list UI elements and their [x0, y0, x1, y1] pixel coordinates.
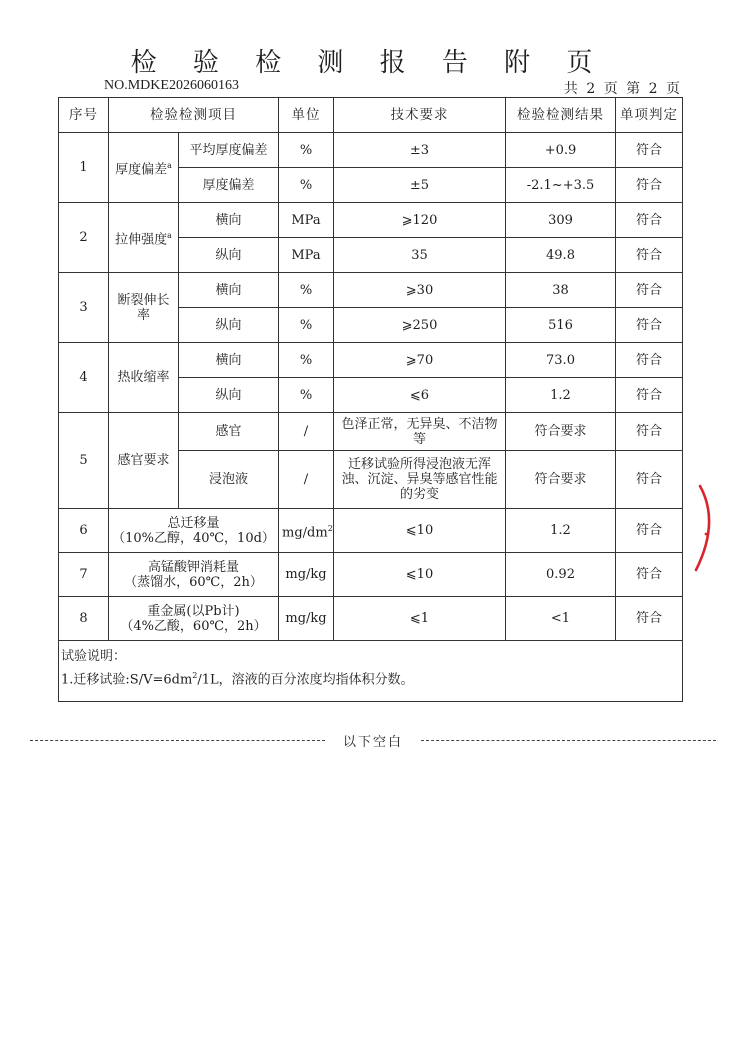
unit-base: mg/kg [285, 567, 327, 582]
document-title: 检 验 检 测 报 告 附 页 [130, 48, 607, 78]
notes-line [61, 666, 680, 689]
test-item-name: 感官要求 [117, 453, 170, 468]
test-subitem: 横向 [179, 343, 279, 378]
requirement-cell: 色泽正常，无异臭、不洁物等 [334, 413, 506, 451]
result-cell: 符合要求 [506, 451, 616, 509]
test-subitem: 横向 [179, 273, 279, 308]
table-row [59, 597, 683, 641]
test-item-name: 拉伸强度 [115, 232, 168, 248]
unit-cell: % [279, 273, 334, 308]
unit-cell: % [279, 133, 334, 168]
test-item [109, 413, 179, 509]
requirement-cell: ⩾70 [334, 343, 506, 378]
notes-label: 试验说明： [61, 649, 127, 664]
header-result: 检验检测结果 [506, 98, 616, 133]
requirement-cell: ⩾250 [334, 308, 506, 343]
requirement-cell: ±3 [334, 133, 506, 168]
verdict-cell: 符合 [616, 238, 683, 273]
verdict-cell: 符合 [616, 168, 683, 203]
notes-line-text: /1L，溶液的百分浓度均指体积分数。 [197, 672, 414, 688]
verdict-cell: 符合 [616, 553, 683, 597]
requirement-cell: ⩾120 [334, 203, 506, 238]
test-item [109, 133, 179, 203]
test-item-name: 厚度偏差 [115, 162, 168, 178]
row-number: 4 [59, 343, 109, 413]
test-subitem: 纵向 [179, 378, 279, 413]
dashed-line-left [30, 740, 325, 741]
result-cell: 309 [506, 203, 616, 238]
requirement-cell: ±5 [334, 168, 506, 203]
notes-row [59, 641, 683, 702]
notes-exponent: 2 [192, 671, 198, 680]
test-item [109, 553, 279, 597]
table-row [59, 553, 683, 597]
test-subitem: 纵向 [179, 238, 279, 273]
test-condition: （10%乙醇，40℃，10d） [112, 530, 275, 546]
row-number: 7 [59, 553, 109, 597]
unit-cell: % [279, 378, 334, 413]
dashed-line-right [421, 740, 716, 741]
requirement-cell: ⩽10 [334, 509, 506, 553]
table-row [59, 273, 683, 308]
test-item [109, 273, 179, 343]
verdict-cell: 符合 [616, 343, 683, 378]
verdict-cell: 符合 [616, 451, 683, 509]
table-row [59, 203, 683, 238]
requirement-cell: ⩽6 [334, 378, 506, 413]
unit-cell: % [279, 308, 334, 343]
row-number: 2 [59, 203, 109, 273]
result-cell: 1.2 [506, 378, 616, 413]
row-number: 1 [59, 133, 109, 203]
verdict-cell: 符合 [616, 413, 683, 451]
unit-cell [279, 553, 334, 597]
test-subitem: 横向 [179, 203, 279, 238]
table-header-row [59, 98, 683, 133]
test-notes [59, 641, 683, 702]
verdict-cell: 符合 [616, 509, 683, 553]
result-cell: -2.1~+3.5 [506, 168, 616, 203]
requirement-cell: ⩽10 [334, 553, 506, 597]
requirement-cell: ⩾30 [334, 273, 506, 308]
report-number: NO.MDKE2026060163 [104, 78, 239, 93]
unit-cell: % [279, 343, 334, 378]
unit-cell: / [279, 413, 334, 451]
test-subitem: 纵向 [179, 308, 279, 343]
result-cell: <1 [506, 597, 616, 641]
test-subitem: 浸泡液 [179, 451, 279, 509]
result-cell: 38 [506, 273, 616, 308]
result-cell: 0.92 [506, 553, 616, 597]
header-verdict: 单项判定 [616, 98, 683, 133]
result-cell: 49.8 [506, 238, 616, 273]
test-item-name: 总迁移量 [167, 515, 220, 531]
verdict-cell: 符合 [616, 308, 683, 343]
header-requirement: 技术要求 [334, 98, 506, 133]
results-table [58, 97, 683, 702]
table-row [59, 343, 683, 378]
test-item [109, 343, 179, 413]
unit-exponent: 2 [327, 523, 333, 533]
header-item: 检验检测项目 [109, 98, 279, 133]
unit-cell [279, 597, 334, 641]
test-condition: （4%乙酸，60℃，2h） [120, 618, 267, 634]
table-row [59, 413, 683, 451]
result-cell: 符合要求 [506, 413, 616, 451]
test-subitem: 感官 [179, 413, 279, 451]
page-info: 共 2 页 第 2 页 [563, 81, 682, 97]
table-row [59, 509, 683, 553]
header-no: 序号 [59, 98, 109, 133]
requirement-cell: 35 [334, 238, 506, 273]
test-item-name: 高锰酸钾消耗量 [147, 559, 239, 575]
footnote-mark: a [167, 160, 172, 170]
verdict-cell: 符合 [616, 273, 683, 308]
result-cell: 1.2 [506, 509, 616, 553]
row-number: 3 [59, 273, 109, 343]
row-number: 5 [59, 413, 109, 509]
row-number: 6 [59, 509, 109, 553]
blank-separator [30, 731, 716, 750]
verdict-cell: 符合 [616, 203, 683, 238]
result-cell: 73.0 [506, 343, 616, 378]
blank-text: 以下空白 [343, 735, 404, 750]
row-number: 8 [59, 597, 109, 641]
test-item [109, 203, 179, 273]
unit-base: mg/dm [282, 525, 328, 541]
requirement-cell: 迁移试验所得浸泡液无浑浊、沉淀、异臭等感官性能的劣变 [334, 451, 506, 509]
test-item-name: 断裂伸长率 [117, 292, 170, 323]
unit-cell: MPa [279, 238, 334, 273]
test-subitem: 平均厚度偏差 [179, 133, 279, 168]
unit-cell: MPa [279, 203, 334, 238]
verdict-cell: 符合 [616, 378, 683, 413]
verdict-cell: 符合 [616, 133, 683, 168]
test-item-name: 重金属(以Pb计) [147, 603, 240, 619]
test-item [109, 509, 279, 553]
test-subitem: 厚度偏差 [179, 168, 279, 203]
test-item-name: 热收缩率 [117, 370, 170, 385]
unit-cell: / [279, 451, 334, 509]
test-condition: （蒸馏水，60℃，2h） [124, 574, 263, 590]
notes-line-text: 1.迁移试验:S/V=6dm [61, 672, 193, 688]
footnote-mark: a [167, 230, 172, 240]
unit-base: mg/kg [285, 611, 327, 626]
header-unit: 单位 [279, 98, 334, 133]
table-row [59, 133, 683, 168]
unit-cell [279, 509, 334, 553]
test-item [109, 597, 279, 641]
result-cell: 516 [506, 308, 616, 343]
requirement-cell: ⩽1 [334, 597, 506, 641]
verdict-cell: 符合 [616, 597, 683, 641]
result-cell: +0.9 [506, 133, 616, 168]
unit-cell: % [279, 168, 334, 203]
red-seal-edge-mark [686, 482, 726, 574]
